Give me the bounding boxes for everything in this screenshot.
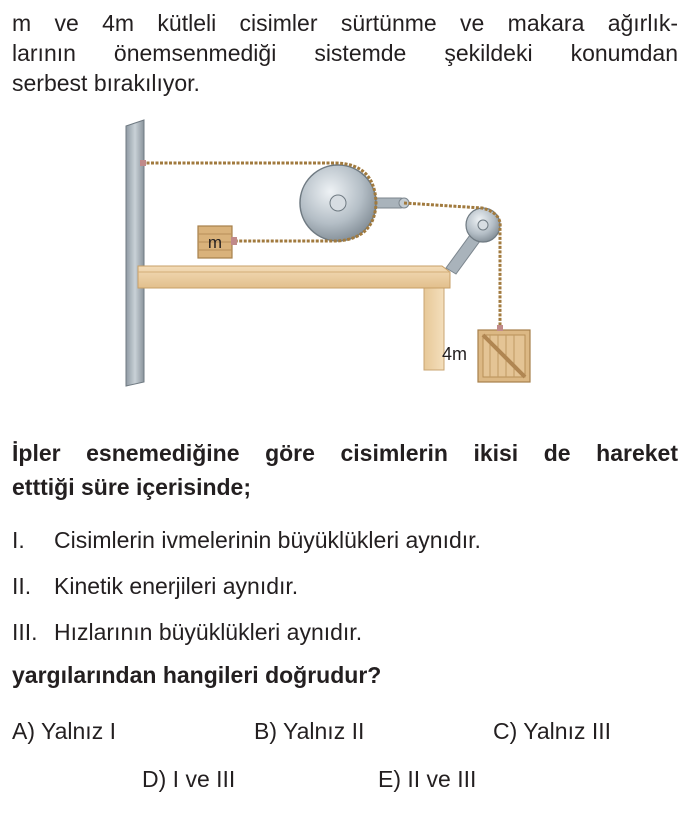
statement-3 <box>12 618 362 646</box>
question-line-1: İpler esnemediğine göre cisimlerin ikisi de hareket <box>12 440 678 466</box>
statement-2 <box>12 572 298 600</box>
statement-text: Kinetik enerjileri aynıdır. <box>54 573 299 599</box>
statement-text: Cisimlerin ivmelerinin büyüklükleri aynıdır. <box>54 527 481 553</box>
pulley-system-figure <box>120 118 550 393</box>
statement-1 <box>12 526 481 554</box>
statement-number: III. <box>12 619 38 645</box>
question-prompt: yargılarından hangileri doğrudur? <box>12 662 382 688</box>
intro-line-1: m ve 4m kütleli cisimler sürtünme ve makara ağırlık- <box>12 10 678 36</box>
small-pulley <box>446 208 500 274</box>
option-d[interactable]: D) I ve III <box>142 766 236 792</box>
option-c[interactable]: C) Yalnız III <box>493 718 612 744</box>
label-m: m <box>207 233 223 252</box>
block-m <box>198 226 237 258</box>
label-4m: 4m <box>442 344 468 364</box>
question-line-2: etttiği süre içerisinde; <box>12 474 252 500</box>
option-b[interactable]: B) Yalnız II <box>254 718 365 744</box>
statement-number: II. <box>12 573 32 599</box>
question-stem <box>12 436 678 504</box>
option-a[interactable]: A) Yalnız I <box>12 718 116 744</box>
option-e[interactable]: E) II ve III <box>378 766 477 792</box>
intro-line-2: larının önemsenmediği sistemde şekildeki konumdan <box>12 40 678 66</box>
block-4m <box>478 325 530 382</box>
statement-text: Hızlarının büyüklükleri aynıdır. <box>54 619 363 645</box>
wall <box>126 120 144 386</box>
rope-anchor <box>140 160 146 166</box>
statement-number: I. <box>12 527 25 553</box>
problem-intro <box>12 8 678 98</box>
big-pulley <box>300 165 409 241</box>
intro-line-3: serbest bırakılıyor. <box>12 70 200 96</box>
table <box>138 266 450 370</box>
pulley-diagram <box>120 118 550 393</box>
